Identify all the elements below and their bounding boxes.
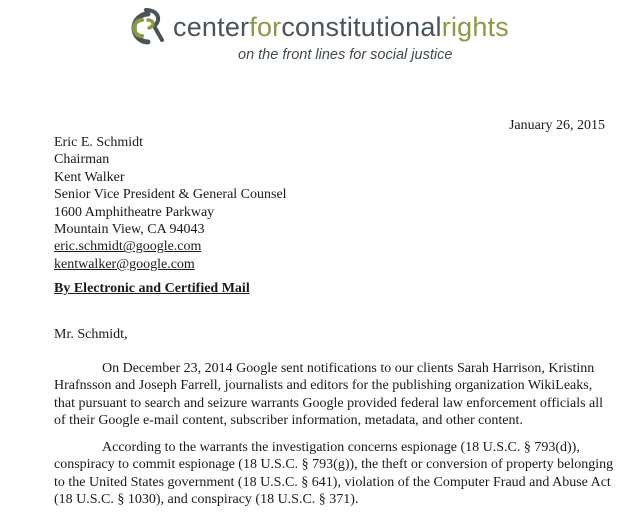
- address-street: 1600 Amphitheatre Parkway: [54, 204, 215, 220]
- ccr-logo-icon: [118, 4, 166, 52]
- letterhead: [118, 4, 588, 68]
- recipient-title: Chairman: [54, 152, 110, 168]
- recipient-name: Eric E. Schmidt: [54, 135, 144, 150]
- org-name-part: constitutional: [281, 12, 442, 42]
- recipient-name: Kent Walker: [54, 169, 125, 185]
- org-name-part: for: [249, 12, 282, 42]
- recipient-address: [54, 134, 287, 273]
- body-paragraph: [54, 360, 614, 430]
- salutation: Mr. Schmidt,: [54, 327, 128, 342]
- tagline: on the front lines for social justice: [238, 47, 453, 63]
- recipient-title: Senior Vice President & General Counsel: [54, 187, 287, 203]
- paragraph-text: On December 23, 2014 Google sent notifications to our clients Sarah Harrison, Kristinn Hrafnsson and Joseph Farrell, journalists and editors for the publishing organization WikiLeaks, that pursuant to search and seizure warrants Google provided federal law enforcement officials all of their Google e-mail content, subscriber information, metadata, and other content.: [54, 361, 604, 429]
- paragraph-text: According to the warrants the investigation concerns espionage (18 U.S.C. § 793(d)), conspiracy to commit espionage (18 U.S.C. § 793(g)), the theft or conversion of property belonging to the United States government (18 U.S.C. § 641), violation of the Computer Fraud and Abuse Act (18 U.S.C. § 1030), and conspiracy (18 U.S.C. § 371).: [54, 440, 614, 508]
- letter-date: January 26, 2015: [508, 118, 605, 133]
- address-city: Mountain View, CA 94043: [54, 222, 205, 238]
- mail-method-heading: By Electronic and Certified Mail: [54, 281, 250, 296]
- org-name-part: rights: [441, 12, 509, 42]
- org-name-part: center: [173, 12, 250, 42]
- email-link[interactable]: kentwalker@google.com: [54, 256, 195, 272]
- org-name: [173, 12, 509, 43]
- email-link[interactable]: eric.schmidt@google.com: [54, 239, 202, 255]
- body-paragraph: [54, 439, 614, 509]
